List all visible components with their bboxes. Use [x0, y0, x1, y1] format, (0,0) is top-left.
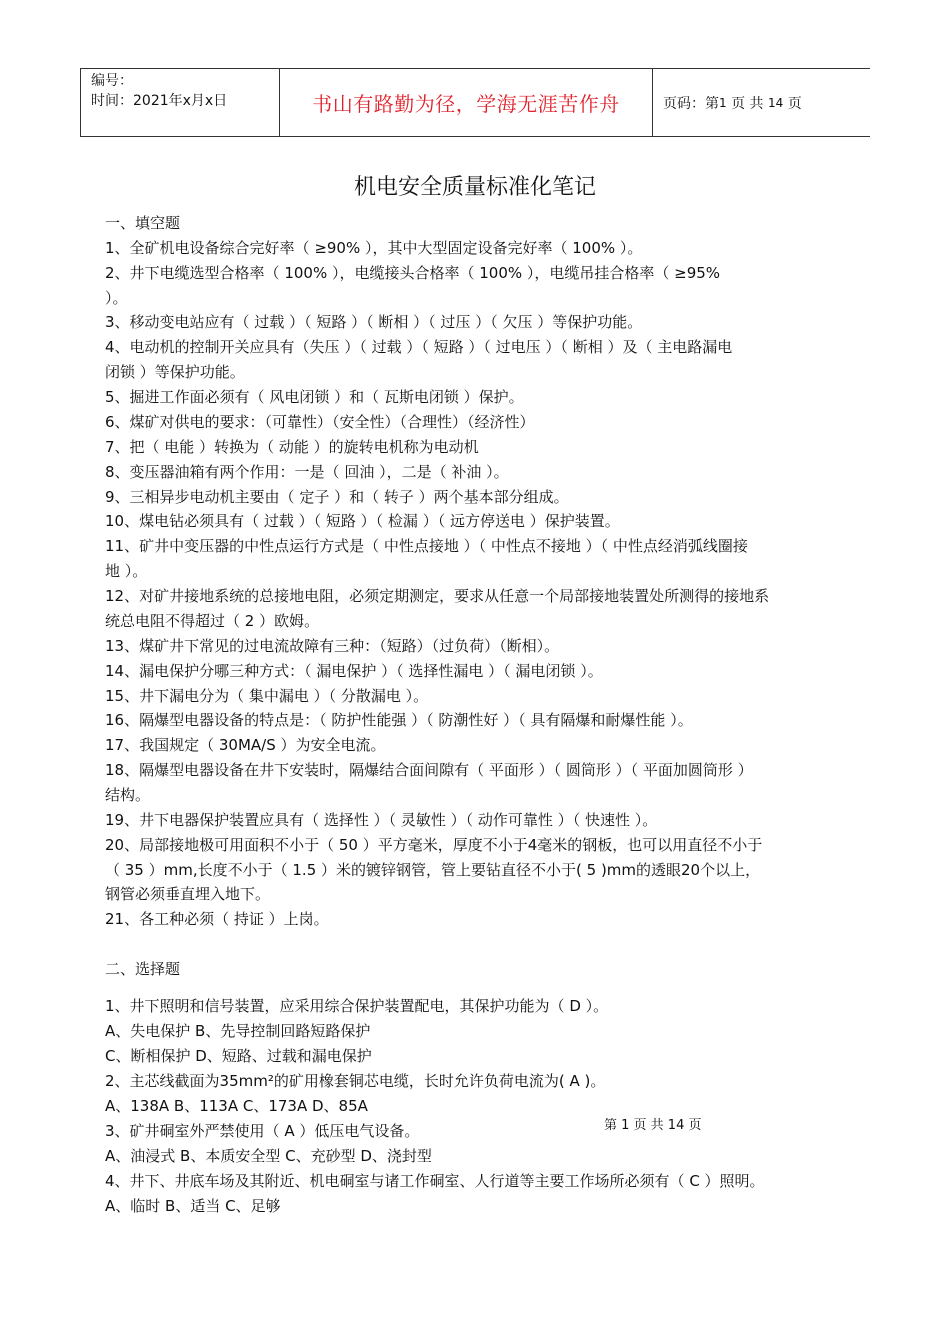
- text-line: 21、各工种必须（ 持证 ）上岗。: [105, 910, 329, 928]
- text-line: 6、煤矿对供电的要求：（可靠性）（安全性）（合理性）（经济性）: [105, 413, 535, 431]
- choice-options: C、断相保护 D、短路、过载和漏电保护: [105, 1047, 372, 1065]
- header-info-cell: [80, 69, 280, 136]
- header-table: [80, 68, 870, 137]
- choice-options: A、油浸式 B、本质安全型 C、充砂型 D、浇封型: [105, 1147, 432, 1165]
- doc-date: 时间：2021年x月x日: [91, 93, 228, 109]
- text-line: 13、煤矿井下常见的过电流故障有三种：（短路）（过负荷）（断相）。: [105, 637, 560, 655]
- text-line: 15、井下漏电分为（ 集中漏电 ）（ 分散漏电 ）。: [105, 687, 429, 705]
- text-line: 8、变压器油箱有两个作用：一是（ 回油 ），二是（ 补油 ）。: [105, 463, 509, 481]
- text-line: 16、隔爆型电器设备的特点是：（ 防护性能强 ）（ 防潮性好 ）（ 具有隔爆和耐爆性能 ）。: [105, 711, 693, 729]
- text-line: 10、煤电钻必须具有（ 过载 ）（ 短路 ）（ 检漏 ）（ 远方停送电 ）保护装置。: [105, 512, 620, 530]
- text-line: 3、矿井硐室外严禁使用（ A ）低压电气设备。: [105, 1122, 420, 1140]
- text-line: 5、掘进工作面必须有（ 风电闭锁 ）和（ 瓦斯电闭锁 ）保护。: [105, 388, 524, 406]
- text-line: 20、局部接地极可用面积不小于（ 50 ）平方毫米，厚度不小于4毫米的钢板，也可以用直径不小于: [105, 836, 763, 854]
- section-heading: 一、填空题: [105, 214, 181, 232]
- choice-options: A、失电保护 B、先导控制回路短路保护: [105, 1022, 371, 1040]
- text-line: 7、把（ 电能 ）转换为（ 动能 ）的旋转电机称为电动机: [105, 438, 479, 456]
- text-line: 11、矿井中变压器的中性点运行方式是（ 中性点接地 ）（ 中性点不接地 ）（ 中性点经消弧线圈接: [105, 537, 748, 555]
- page-footer: 第 1 页 共 14 页: [604, 1118, 702, 1133]
- text-line: 统总电阻不得超过（ 2 ）欧姆。: [105, 612, 320, 630]
- choice-options: A、138A B、113A C、173A D、85A: [105, 1097, 368, 1115]
- text-line: 9、三相异步电动机主要由（ 定子 ）和（ 转子 ）两个基本部分组成。: [105, 488, 569, 506]
- text-line: 1、全矿机电设备综合完好率（ ≥90% ），其中大型固定设备完好率（ 100% ）。: [105, 239, 643, 257]
- text-line: 18、隔爆型电器设备在井下安装时，隔爆结合面间隙有（ 平面形 ）（ 圆筒形 ）（ 平面加圆筒形 ）: [105, 761, 753, 779]
- page-number: 1: [719, 95, 727, 110]
- text-line: 闭锁 ）等保护功能。: [105, 363, 245, 381]
- text-line: 地 ）。: [105, 562, 148, 580]
- text-line: 3、移动变电站应有（ 过载 ）（ 短路 ）（ 断相 ）（ 过压 ）（ 欠压 ）等保护功能。: [105, 313, 643, 331]
- text-line: 2、主芯线截面为35mm²的矿用橡套铜芯电缆，长时允许负荷电流为( A )。: [105, 1072, 606, 1090]
- text-line: 4、井下、井底车场及其附近、机电硐室与诸工作硐室、人行道等主要工作场所必须有（ C ）照明。: [105, 1172, 765, 1190]
- text-line: 1、井下照明和信号装置，应采用综合保护装置配电，其保护功能为（ D ）。: [105, 997, 609, 1015]
- choice-options: A、临时 B、适当 C、足够: [105, 1197, 281, 1215]
- text-line: 钢管必须垂直埋入地下。: [105, 885, 271, 903]
- header-page-info: 页码：第 1 页 共 14 页: [663, 95, 802, 112]
- text-line: ）。: [105, 289, 128, 307]
- section-heading: 二、选择题: [105, 960, 181, 978]
- text-line: 14、漏电保护分哪三种方式：（ 漏电保护 ）（ 选择性漏电 ）（ 漏电闭锁 ）。: [105, 662, 603, 680]
- text-line: 2、井下电缆选型合格率（ 100% ），电缆接头合格率（ 100% ），电缆吊挂合格率（ ≥95%: [105, 264, 721, 282]
- text-line: 19、井下电器保护装置应具有（ 选择性 ）（ 灵敏性 ）（ 动作可靠性 ）（ 快速性 ）。: [105, 811, 658, 829]
- page-total: 14: [768, 95, 784, 110]
- doc-number-label: 编号：: [91, 73, 133, 89]
- header-motto: 书山有路勤为径，学海无涯苦作舟: [280, 69, 653, 136]
- text-line: 12、对矿井接地系统的总接地电阻，必须定期测定，要求从任意一个局部接地装置处所测得的接地系: [105, 587, 770, 605]
- text-line: 4、电动机的控制开关应具有（失压 ）（ 过载 ）（ 短路 ）（ 过电压 ）（ 断相 ）及（ 主电路漏电: [105, 338, 733, 356]
- text-line: （ 35 ）mm,长度不小于（ 1.5 ）米的镀锌钢管，管上要钻直径不小于( 5 )mm的透眼20个以上，: [105, 861, 761, 879]
- text-line: 结构。: [105, 786, 151, 804]
- document-title: 机电安全质量标准化笔记: [353, 175, 596, 200]
- text-line: 17、我国规定（ 30MA/S ）为安全电流。: [105, 736, 386, 754]
